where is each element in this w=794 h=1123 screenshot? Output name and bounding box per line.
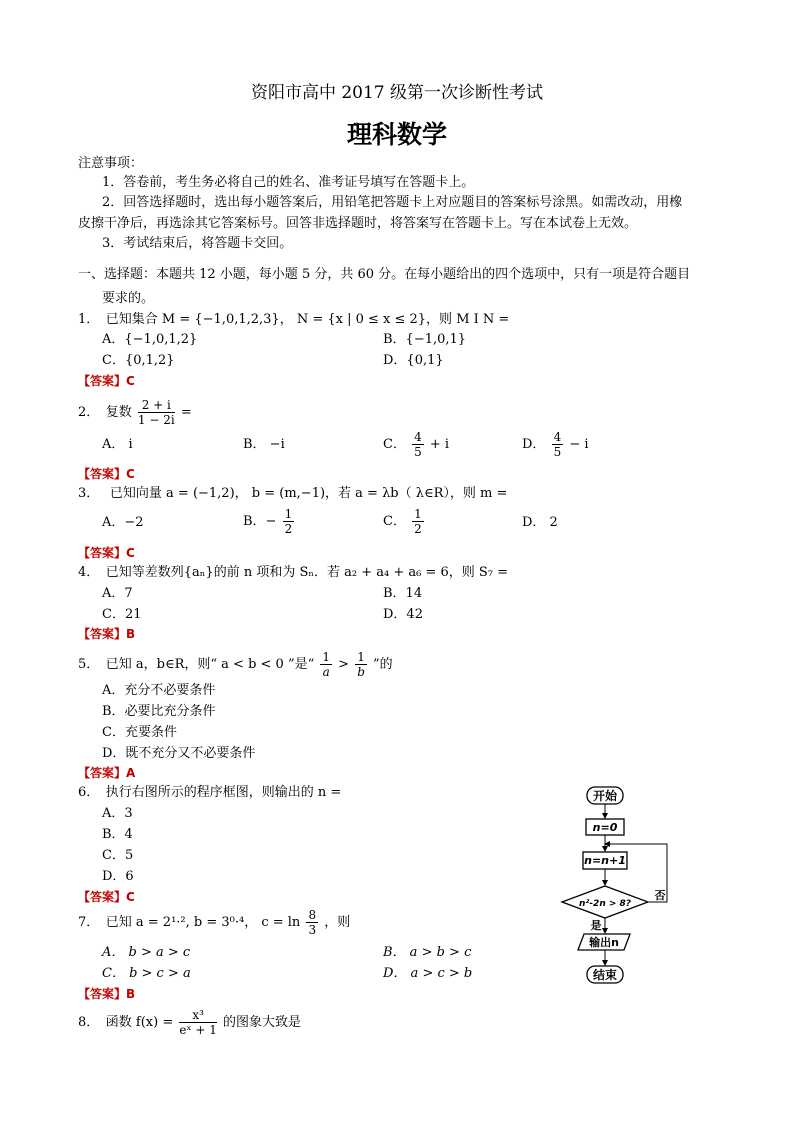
q7-frac-num: 8 [308,908,317,922]
answer-value: B [126,987,136,1001]
q2-denominator: 1 − 2i [137,413,175,427]
flow-yes-label: 是 [590,919,602,932]
q2-d-num: 4 [553,430,562,444]
q7-answer [78,986,135,1002]
q5-answer [78,765,135,781]
note-3: 3．考试结束后，将答题卡交回。 [102,236,293,251]
q8-frac-num: x³ [179,1008,217,1023]
q2-d-fraction [552,430,564,459]
q6-option-d: D．6 [102,869,134,884]
flow-end-label: 结束 [592,968,618,982]
q8-stem [78,1004,301,1042]
answer-value: C [126,546,135,560]
answer-label: 【答案】 [78,467,127,481]
q2-numerator: 2 + i [138,398,175,413]
q5-option-d: D．既不充分又不必要条件 [102,746,256,761]
flow-condition-label: n²-2n > 8? [578,899,632,909]
q8-frac-den: eˣ + 1 [179,1023,217,1037]
q7-option-d: D． a > c > b [383,966,473,981]
q5-frac-b-den: b [357,665,365,679]
notes-heading: 注意事项： [78,156,144,171]
q7-fraction [306,908,318,937]
q5-frac-a-den: a [322,665,330,679]
q4-stem: 4． 已知等差数列{aₙ}的前 n 项和为 Sₙ．若 a₂ + a₄ + a₆ = 6，则 S₇ = [78,565,509,580]
q2-option-a: A． i [102,437,133,452]
q3-stem: 3． 已知向量 a = (−1,2)， b = (m,−1)，若 a = λb（ λ∈R），则 m = [78,486,508,501]
q2-option-d [522,428,589,462]
q7-option-a: A． b > a > c [102,945,191,960]
q8-stem-post: 的图象大致是 [223,1015,302,1030]
flowchart [550,782,680,990]
subject-title: 理科数学 [346,120,447,149]
q6-option-c: C．5 [102,848,134,863]
q5-frac-a [320,650,332,679]
answer-value: C [126,467,135,481]
q2-c-label: C． [383,437,406,452]
q3-c-fraction [412,507,424,536]
q2-option-c [383,428,449,462]
q7-frac-den: 3 [308,923,317,937]
q2-fraction [138,398,175,427]
q6-stem: 6． 执行右图所示的程序框图，则输出的 n = [78,785,342,800]
answer-label: 【答案】 [78,627,127,641]
q3-option-c [383,505,426,539]
q3-c-num: 1 [414,507,422,521]
q5-stem [78,647,393,683]
q2-d-den: 5 [553,445,562,459]
q1-answer [78,373,135,389]
q5-frac-a-num: 1 [322,650,331,664]
q7-option-b: B． a > b > c [383,945,472,960]
q7-stem-post: ，则 [324,915,351,930]
q2-d-tail: − i [569,437,589,452]
note-2b: 皮擦干净后，再选涂其它答案标号。回答非选择题时，将答案写在答题卡上。写在本试卷上无效。 [78,216,638,231]
q5-option-a: A．充分不必要条件 [102,683,216,698]
q3-answer [78,545,135,561]
answer-label: 【答案】 [78,546,127,560]
q3-c-den: 2 [414,522,422,536]
q6-answer [78,889,135,905]
q2-c-num: 4 [414,430,422,444]
q3-b-num: 1 [284,507,293,521]
q2-c-den: 5 [414,445,422,459]
note-2a: 2．回答选择题时，选出每小题答案后，用铅笔把答题卡上对应题目的答案标号涂黑。如需改动，用橡 [102,195,683,210]
q5-stem-post: ”的 [373,657,393,672]
q3-b-fraction [283,507,295,536]
q7-option-c: C． b > c > a [102,966,191,981]
q6-option-a: A．3 [102,806,133,821]
exam-title: 资阳市高中 2017 级第一次诊断性考试 [250,83,544,103]
q4-option-a: A．7 [102,586,133,601]
q3-option-d: D． 2 [522,515,558,530]
q5-option-c: C．充要条件 [102,725,177,740]
q5-stem-pre: 5． 已知 a，b∈R，则“ a < b < 0 ”是“ [78,657,315,672]
q1-option-d: D．{0,1} [383,353,444,368]
flow-no-label: 否 [654,889,666,902]
q8-stem-pre: 8． 函数 f(x) = [78,1015,174,1030]
q1-option-a: A．{−1,0,1,2} [102,332,198,347]
q3-option-a: A．−2 [102,515,144,530]
q2-prefix: 2． 复数 [78,405,132,420]
q3-b-den: 2 [284,522,293,536]
q4-answer [78,626,135,642]
q5-option-b: B．必要比充分条件 [102,704,216,719]
answer-label: 【答案】 [78,987,127,1001]
q7-stem [78,906,350,940]
q6-option-b: B．4 [102,827,133,842]
q3-c-label: C． [383,514,406,529]
answer-value: C [126,890,135,904]
q7-stem-pre: 7． 已知 a = 2¹·², b = 3⁰·⁴， c = ln [78,915,301,930]
q3-option-b [243,505,296,539]
q8-fraction [179,1008,217,1037]
answer-label: 【答案】 [78,766,127,780]
answer-value: C [126,374,135,388]
q4-option-b: B．14 [383,586,423,601]
q5-frac-b [355,650,367,679]
q2-c-fraction [412,430,424,459]
answer-value: A [126,766,136,780]
section-line-2: 要求的。 [102,291,155,306]
flow-init-label: n=0 [592,821,618,834]
note-1: 1．答卷前，考生务必将自己的姓名、准考证号填写在答题卡上。 [102,175,475,190]
q4-option-d: D．42 [383,607,423,622]
q1-option-c: C．{0,1,2} [102,353,175,368]
q3-b-label: B．− [243,514,277,529]
q2-equals: = [180,405,192,420]
flow-step-label: n=n+1 [584,854,626,867]
q2-d-label: D． [522,437,546,452]
section-line-1: 一、选择题：本题共 12 小题，每小题 5 分，共 60 分。在每小题给出的四个选项中，只有一项是符合题目 [78,267,691,282]
q5-gt: > [338,657,350,672]
flow-start-label: 开始 [592,789,618,803]
q2-answer [78,466,135,482]
answer-label: 【答案】 [78,890,127,904]
q1-option-b: B．{−1,0,1} [383,332,467,347]
q2-stem [78,394,192,432]
answer-value: B [126,627,136,641]
q2-option-b: B． −i [243,437,285,452]
q5-frac-b-num: 1 [357,650,365,664]
q1-stem: 1． 已知集合 M = {−1,0,1,2,3}， N = {x | 0 ≤ x ≤ 2}，则 M I N = [78,312,510,327]
q2-c-tail: + i [429,437,450,452]
q4-option-c: C．21 [102,607,142,622]
flow-output-label: 输出n [589,936,619,949]
answer-label: 【答案】 [78,374,127,388]
